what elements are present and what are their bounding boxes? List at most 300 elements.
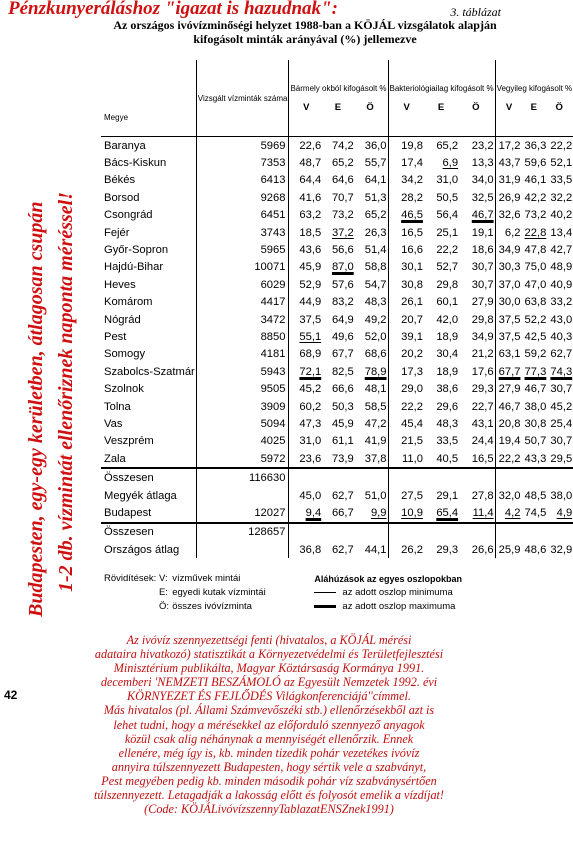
- percent-cell: 26,9: [495, 189, 521, 206]
- percent-cell: 67,7: [331, 348, 354, 361]
- percent-cell: 50,3: [331, 400, 354, 413]
- table-row: [101, 276, 573, 293]
- empty-cell: [289, 468, 322, 486]
- table-number: 3. táblázat: [450, 5, 501, 19]
- percent-cell: 36,3: [524, 139, 547, 152]
- abbr-text-o: összes ivóvízminta: [172, 601, 252, 612]
- budapest-label: Budapest: [104, 506, 152, 519]
- percent-cell: 87,0: [331, 261, 354, 274]
- county-name: Veszprém: [104, 435, 154, 448]
- percent-cell: 77,3: [524, 365, 547, 378]
- percent-cell: 17,3: [388, 363, 424, 380]
- note-line: Pest megyében pedig kb. minden második pohár víz szabványsértően: [101, 773, 437, 788]
- percent-cell: 48,9: [550, 261, 573, 274]
- percent-cell: 52,9: [289, 276, 322, 293]
- percent-cell: 18,5: [289, 224, 322, 241]
- sample-count: 5094: [196, 415, 289, 432]
- percent-cell: 6,2: [495, 224, 521, 241]
- percent-cell: 30,3: [495, 259, 521, 276]
- note-line: Minisztérium publikálta, Magyar Köztársaság Kormánya 1991.: [113, 661, 425, 676]
- percent-cell: 27,5: [388, 487, 424, 504]
- percent-cell: 31,9: [495, 172, 521, 189]
- percent-cell: 40,5: [436, 452, 459, 465]
- empty-cell: [459, 523, 495, 541]
- percent-cell: 17,6: [471, 365, 494, 378]
- percent-cell: 63,8: [524, 296, 547, 309]
- percent-cell: 30,8: [388, 276, 424, 293]
- percent-cell: 30,8: [524, 417, 547, 430]
- percent-cell: 46,7: [524, 383, 547, 396]
- percent-cell: 27,8: [471, 489, 494, 502]
- sample-count: 9268: [196, 189, 289, 206]
- sample-count: 3472: [196, 311, 289, 328]
- percent-cell: 54,7: [364, 278, 387, 291]
- empty-cell: [521, 468, 547, 486]
- percent-cell: 43,3: [524, 452, 547, 465]
- table-row: [101, 363, 573, 380]
- percent-cell: 43,7: [495, 154, 521, 171]
- percent-cell: 64,4: [289, 172, 322, 189]
- table-row: [101, 207, 573, 224]
- percent-cell: 59,6: [524, 157, 547, 170]
- page-heading: Pénzkunyeráláshoz "igazat is hazudnak":: [8, 0, 338, 19]
- percent-cell: 41,9: [364, 435, 387, 448]
- empty-cell: [459, 468, 495, 486]
- note-line: Az ivóvíz szennyezettségi fenti (hivatalos, a KÖJÁL mérési: [126, 633, 412, 647]
- table-row: [101, 523, 573, 541]
- abbr-key-o: Ö:: [158, 601, 169, 612]
- percent-cell: 25,9: [495, 541, 521, 558]
- header-group-any: Bármely okból kifogásolt % V E Ö: [289, 60, 388, 137]
- table-row: [101, 504, 573, 522]
- side-note-line-2: 1-2 db. vízmintát ellenőriznek naponta méréssel!: [55, 191, 77, 592]
- percent-cell: 11,4: [472, 506, 494, 519]
- percent-cell: 75,0: [524, 261, 547, 274]
- budapest-count: 12027: [196, 504, 289, 522]
- percent-cell: 50,7: [524, 435, 547, 448]
- percent-cell: 52,7: [436, 261, 459, 274]
- percent-cell: 41,6: [289, 189, 322, 206]
- percent-cell: 63,1: [495, 346, 521, 363]
- percent-cell: 26,6: [471, 543, 494, 556]
- percent-cell: 70,7: [331, 191, 354, 204]
- percent-cell: 16,5: [388, 224, 424, 241]
- percent-cell: 34,0: [471, 174, 494, 187]
- percent-cell: 42,2: [524, 191, 547, 204]
- percent-cell: 74,5: [524, 506, 547, 519]
- sample-count: 5965: [196, 241, 289, 258]
- percent-cell: 30,7: [471, 278, 494, 291]
- percent-cell: 65,2: [364, 209, 387, 222]
- percent-cell: 64,9: [331, 313, 354, 326]
- percent-cell: 19,1: [471, 226, 494, 239]
- percent-cell: 32,9: [550, 543, 573, 556]
- abbr-key-e: E:: [158, 587, 168, 598]
- county-name: Győr-Sopron: [104, 244, 169, 257]
- percent-cell: 25,4: [550, 417, 573, 430]
- max-legend: az adott oszlop maximuma: [314, 600, 504, 614]
- empty-cell: [196, 541, 289, 558]
- percent-cell: 21,2: [471, 348, 494, 361]
- percent-cell: 29,0: [388, 380, 424, 397]
- percent-cell: 30,1: [388, 259, 424, 276]
- county-name: Baranya: [104, 139, 146, 152]
- table-row: [101, 415, 573, 432]
- thick-underline-sample: [314, 605, 336, 608]
- percent-cell: 32,0: [495, 487, 521, 504]
- empty-cell: [355, 523, 388, 541]
- percent-cell: 29,6: [436, 400, 459, 413]
- bottom-note: [34, 633, 504, 816]
- table-row: [101, 172, 573, 189]
- percent-cell: 37,5: [495, 311, 521, 328]
- percent-cell: 61,1: [331, 435, 354, 448]
- percent-cell: 29,3: [471, 383, 494, 396]
- percent-cell: 43,0: [550, 313, 573, 326]
- thin-underline-sample: [314, 592, 336, 593]
- total-label: Összesen: [101, 468, 196, 486]
- percent-cell: 45,4: [388, 415, 424, 432]
- percent-cell: 36,0: [364, 139, 387, 152]
- percent-cell: 29,3: [436, 543, 459, 556]
- percent-cell: 34,9: [471, 330, 494, 343]
- percent-cell: 20,2: [388, 346, 424, 363]
- percent-cell: 27,9: [495, 380, 521, 397]
- sample-count: 4181: [196, 346, 289, 363]
- percent-cell: 45,0: [289, 487, 322, 504]
- percent-cell: 43,1: [471, 417, 494, 430]
- percent-cell: 31,0: [436, 174, 459, 187]
- sample-count: 4025: [196, 433, 289, 450]
- note-line: Más hivatalos (pl. Állami Számvevőszéki stb.) ellenőrzésekből azt is: [103, 703, 435, 718]
- total-label: Összesen: [101, 523, 196, 541]
- header-group-chemical: Vegyileg kifogásolt % V E Ö: [495, 60, 573, 137]
- percent-cell: 78,9: [364, 365, 387, 378]
- percent-cell: 68,6: [364, 348, 387, 361]
- percent-cell: 33,5: [436, 435, 459, 448]
- percent-cell: 6,9: [442, 157, 459, 170]
- note-line: lehet tudni, hogy a mérésekkel az előforduló szennyező anyagok: [113, 717, 425, 732]
- percent-cell: 44,9: [289, 294, 322, 311]
- percent-cell: 34,9: [495, 241, 521, 258]
- table-row: [101, 294, 573, 311]
- percent-cell: 51,4: [364, 244, 387, 257]
- county-name: Bács-Kiskun: [104, 157, 167, 170]
- note-line: túlszennyezett. Letagadják a lakosság előtt és folyosót emelik a vízdíjat!: [94, 788, 444, 803]
- percent-cell: 65,4: [436, 506, 459, 519]
- percent-cell: 22,2: [388, 398, 424, 415]
- empty-cell: [322, 523, 355, 541]
- percent-cell: 46,1: [524, 174, 547, 187]
- percent-cell: 56,6: [331, 244, 354, 257]
- table-row: [101, 468, 573, 486]
- percent-cell: 4,9: [556, 506, 573, 519]
- percent-cell: 62,7: [550, 348, 573, 361]
- percent-cell: 48,7: [289, 154, 322, 171]
- percent-cell: 32,2: [550, 191, 573, 204]
- percent-cell: 26,3: [364, 226, 387, 239]
- table-row: [101, 137, 573, 155]
- table-row: [101, 154, 573, 171]
- table-row: [101, 346, 573, 363]
- percent-cell: 45,2: [289, 380, 322, 397]
- percent-cell: 25,1: [436, 226, 459, 239]
- percent-cell: 47,2: [364, 417, 387, 430]
- sample-count: 8850: [196, 328, 289, 345]
- percent-cell: 34,2: [388, 172, 424, 189]
- percent-cell: 42,5: [524, 330, 547, 343]
- header-samples: Vizsgált vízminták száma: [196, 60, 289, 137]
- percent-cell: 49,2: [364, 313, 387, 326]
- table-row: [101, 189, 573, 206]
- table-row: [101, 433, 573, 450]
- percent-cell: 16,5: [471, 452, 494, 465]
- sample-count: 6413: [196, 172, 289, 189]
- percent-cell: 48,3: [364, 296, 387, 309]
- county-name: Heves: [104, 278, 136, 291]
- percent-cell: 20,8: [495, 415, 521, 432]
- percent-cell: 65,2: [436, 139, 459, 152]
- percent-cell: 74,2: [331, 139, 354, 152]
- percent-cell: 13,4: [550, 226, 573, 239]
- county-name: Szolnok: [104, 383, 144, 396]
- percent-cell: 58,8: [364, 261, 387, 274]
- percent-cell: 33,5: [550, 174, 573, 187]
- percent-cell: 55,1: [289, 328, 322, 345]
- percent-cell: 47,3: [289, 415, 322, 432]
- county-name: Komárom: [104, 296, 153, 309]
- sample-count: 4417: [196, 294, 289, 311]
- percent-cell: 30,7: [550, 435, 573, 448]
- empty-cell: [196, 487, 289, 504]
- county-name: Zala: [104, 452, 126, 465]
- percent-cell: 22,2: [436, 244, 459, 257]
- percent-cell: 10,9: [388, 504, 424, 522]
- percent-cell: 45,2: [550, 400, 573, 413]
- sample-count: 5972: [196, 450, 289, 468]
- empty-cell: [547, 468, 573, 486]
- county-name: Pest: [104, 330, 127, 343]
- sample-count: 3909: [196, 398, 289, 415]
- percent-cell: 50,5: [436, 191, 459, 204]
- percent-cell: 83,2: [331, 296, 354, 309]
- percent-cell: 28,2: [388, 189, 424, 206]
- percent-cell: 65,2: [331, 157, 354, 170]
- percent-cell: 58,5: [364, 400, 387, 413]
- empty-cell: [355, 468, 388, 486]
- percent-cell: 48,1: [364, 383, 387, 396]
- sample-count: 7353: [196, 154, 289, 171]
- percent-cell: 73,9: [331, 452, 354, 465]
- county-name: Somogy: [104, 348, 146, 361]
- county-name: Szabolcs-Szatmár: [104, 365, 195, 378]
- percent-cell: 18,9: [436, 365, 459, 378]
- note-line: annyira túlszennyezett Budapesten, hogy sértik vele a szabványt,: [111, 759, 427, 774]
- percent-cell: 64,1: [364, 174, 387, 187]
- side-note: [2, 62, 96, 622]
- percent-cell: 30,0: [495, 294, 521, 311]
- header-group-bacterial: Bakteriológiailag kifogásolt % V E Ö: [388, 60, 495, 137]
- percent-cell: 23,2: [471, 139, 494, 152]
- percent-cell: 66,6: [331, 383, 354, 396]
- total-count: 128657: [196, 523, 289, 541]
- abbr-text-e: egyedi kutak vízmintái: [172, 587, 266, 598]
- sample-count: 6029: [196, 276, 289, 293]
- table-row: [101, 328, 573, 345]
- percent-cell: 26,1: [388, 294, 424, 311]
- percent-cell: 55,7: [364, 157, 387, 170]
- percent-cell: 45,9: [289, 259, 322, 276]
- percent-cell: 46,7: [471, 209, 494, 222]
- percent-cell: 51,3: [364, 191, 387, 204]
- percent-cell: 38,0: [524, 400, 547, 413]
- percent-cell: 27,9: [471, 296, 494, 309]
- percent-cell: 13,3: [471, 157, 494, 170]
- percent-cell: 9,4: [289, 504, 322, 522]
- empty-cell: [388, 468, 424, 486]
- percent-cell: 52,0: [364, 330, 387, 343]
- percent-cell: 56,4: [436, 209, 459, 222]
- county-name: Békés: [104, 174, 136, 187]
- percent-cell: 31,0: [289, 433, 322, 450]
- percent-cell: 47,8: [524, 244, 547, 257]
- percent-cell: 42,7: [550, 244, 573, 257]
- percent-cell: 38,6: [436, 383, 459, 396]
- percent-cell: 4,2: [495, 504, 521, 522]
- county-name: Tolna: [104, 400, 131, 413]
- percent-cell: 46,7: [495, 398, 521, 415]
- percent-cell: 60,1: [436, 296, 459, 309]
- percent-cell: 52,2: [524, 313, 547, 326]
- sample-count: 6451: [196, 207, 289, 224]
- percent-cell: 46,5: [388, 207, 424, 224]
- percent-cell: 37,5: [289, 311, 322, 328]
- percent-cell: 38,0: [550, 489, 573, 502]
- percent-cell: 40,9: [550, 278, 573, 291]
- percent-cell: 39,1: [388, 328, 424, 345]
- empty-cell: [322, 468, 355, 486]
- percent-cell: 37,0: [495, 276, 521, 293]
- percent-cell: 30,7: [471, 261, 494, 274]
- percent-cell: 62,7: [331, 543, 354, 556]
- percent-cell: 22,8: [524, 226, 547, 239]
- percent-cell: 66,7: [331, 506, 354, 519]
- note-line: adataira hivatkozó) statisztikát a Környezetvédelmi és Területfejlesztési: [94, 647, 444, 662]
- note-line: (Code: KÖJÁLivóvízszennyTablazatENSZnek1991): [144, 802, 394, 817]
- table-row: [101, 311, 573, 328]
- percent-cell: 63,2: [289, 207, 322, 224]
- side-note-line-1: Budapesten, egy-egy kerületben, átlagosan csupán: [25, 201, 47, 617]
- percent-cell: 60,2: [289, 398, 322, 415]
- county-name: Fejér: [104, 226, 130, 239]
- table-subtitle: Az országos ivóvízminőségi helyzet 1988-ban a KÖJÁL vizsgálatok alapján kifogásolt minták arányával (%) jellemezve: [113, 18, 497, 46]
- percent-cell: 23,6: [289, 450, 322, 468]
- percent-cell: 57,6: [331, 278, 354, 291]
- abbr-key-v: V:: [158, 573, 168, 584]
- percent-cell: 16,6: [388, 241, 424, 258]
- percent-cell: 51,0: [364, 489, 387, 502]
- percent-cell: 40,2: [550, 209, 573, 222]
- water-quality-table: [101, 60, 573, 558]
- percent-cell: 40,3: [550, 330, 573, 343]
- note-line: KÖRNYEZET ÉS FEJLŐDÉS Világkonferenciájá''címmel.: [127, 689, 411, 704]
- percent-cell: 22,2: [550, 139, 573, 152]
- empty-cell: [521, 523, 547, 541]
- percent-cell: 42,0: [436, 313, 459, 326]
- total-count: 116630: [196, 468, 289, 486]
- percent-cell: 44,1: [364, 543, 387, 556]
- percent-cell: 49,6: [331, 330, 354, 343]
- min-legend: az adott oszlop minimuma: [314, 586, 504, 600]
- percent-cell: 48,5: [524, 489, 547, 502]
- table-row: [101, 380, 573, 397]
- percent-cell: 18,6: [471, 244, 494, 257]
- table-row: [101, 259, 573, 276]
- percent-cell: 52,1: [550, 157, 573, 170]
- table-header-row: [101, 60, 573, 137]
- percent-cell: 67,7: [495, 363, 521, 380]
- average-label: Országos átlag: [104, 543, 180, 556]
- percent-cell: 62,7: [331, 489, 354, 502]
- percent-cell: 29,8: [436, 278, 459, 291]
- empty-cell: [547, 523, 573, 541]
- percent-cell: 68,9: [289, 346, 322, 363]
- note-line: közül csak alig néhánynak a mennyiségét ellenőrzik. Ennek: [124, 731, 414, 746]
- table-row: [101, 224, 573, 241]
- percent-cell: 48,6: [524, 543, 547, 556]
- percent-cell: 36,8: [289, 541, 322, 558]
- abbreviations-title: Rövidítések:: [104, 573, 157, 584]
- percent-cell: 32,5: [471, 191, 494, 204]
- note-line: decemberi 'NEMZETI BESZÁMOLÓ az Egyesült Nemzetek 1992. évi: [100, 675, 438, 690]
- percent-cell: 29,1: [436, 489, 459, 502]
- note-line: ellenére, még így is, kb. minden tizedik pohár vezetékes ivóvíz: [118, 745, 420, 760]
- percent-cell: 20,7: [388, 311, 424, 328]
- percent-cell: 43,6: [289, 241, 322, 258]
- table-row: [101, 398, 573, 415]
- empty-cell: [424, 468, 459, 486]
- percent-cell: 19,4: [495, 433, 521, 450]
- percent-cell: 47,0: [524, 278, 547, 291]
- empty-cell: [289, 523, 322, 541]
- county-name: Borsod: [104, 191, 140, 204]
- percent-cell: 11,0: [388, 450, 424, 468]
- table-row: [101, 541, 573, 558]
- percent-cell: 9,9: [370, 506, 387, 519]
- empty-cell: [495, 523, 521, 541]
- percent-cell: 73,2: [524, 209, 547, 222]
- sample-count: 5969: [196, 137, 289, 155]
- table-row: [101, 241, 573, 258]
- sample-count: 5943: [196, 363, 289, 380]
- abbr-text-v: vízművek mintái: [172, 573, 241, 584]
- abbreviations: [104, 572, 504, 614]
- average-label: Megyék átlaga: [104, 489, 177, 502]
- percent-cell: 73,2: [331, 209, 354, 222]
- table-row: [101, 487, 573, 504]
- percent-cell: 19,8: [388, 137, 424, 155]
- percent-cell: 29,8: [471, 313, 494, 326]
- percent-cell: 17,2: [495, 137, 521, 155]
- percent-cell: 37,2: [331, 226, 354, 239]
- sample-count: 9505: [196, 380, 289, 397]
- percent-cell: 21,5: [388, 433, 424, 450]
- page-number: 42: [4, 688, 18, 702]
- percent-cell: 22,6: [289, 137, 322, 155]
- percent-cell: 82,5: [331, 365, 354, 378]
- percent-cell: 30,4: [436, 348, 459, 361]
- percent-cell: 48,3: [436, 417, 459, 430]
